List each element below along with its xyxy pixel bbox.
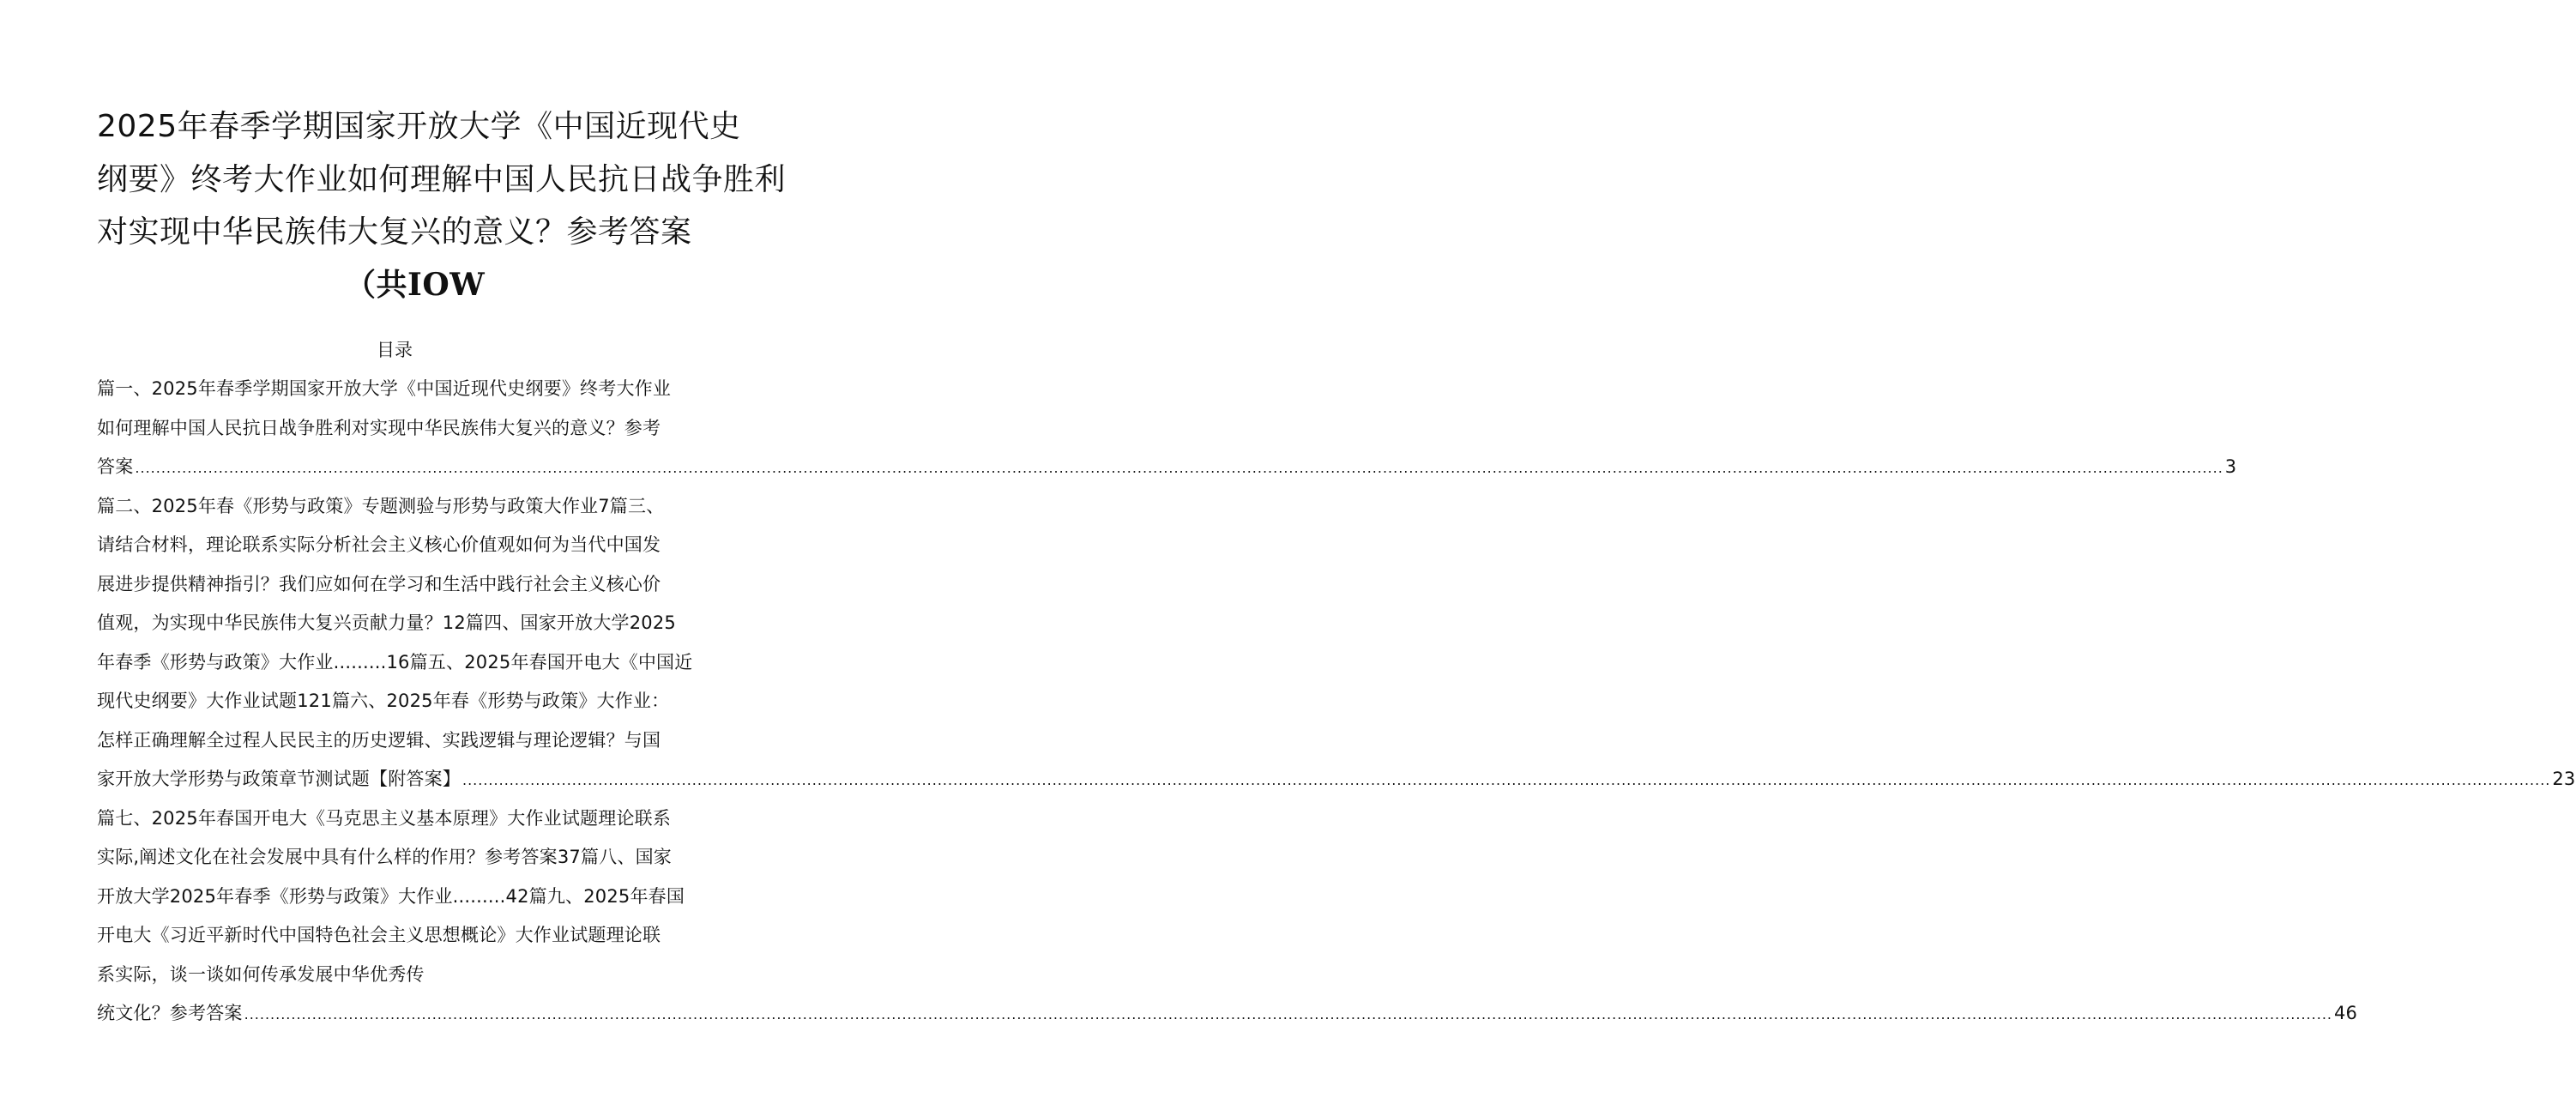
toc-line: 年春季《形势与政策》大作业.........16篇五、2025年春国开电大《中国近: [97, 652, 693, 673]
document-title-line-1: 2025年春季学期国家开放大学《中国近现代史: [97, 109, 741, 144]
toc-line: [97, 766, 2576, 793]
toc-entry-text: 统文化？参考答案: [97, 1003, 243, 1023]
document-title-line-2: 纲要》终考大作业如何理解中国人民抗日战争胜利: [97, 162, 787, 197]
toc-entry-text: 答案: [97, 456, 134, 477]
toc-line: [97, 454, 2237, 481]
toc-line: 篇七、2025年春国开电大《马克思主义基本原理》大作业试题理论联系: [97, 808, 672, 829]
toc-line: 系实际，谈一谈如何传承发展中华优秀传: [97, 964, 425, 985]
toc-dot-leader: ................................................................................................................................................................................................................................................................................................................................................................................................................: [135, 460, 2223, 476]
toc-line: 开电大《习近平新时代中国特色社会主义思想概论》大作业试题理论联: [97, 925, 661, 945]
document-title-line-3: 对实现中华民族伟大复兴的意义？参考答案: [97, 214, 692, 250]
toc-dot-leader: ................................................................................................................................................................................................................................................................................................................................................................................................................: [244, 1006, 2332, 1022]
toc-line: 开放大学2025年春季《形势与政策》大作业.........42篇九、2025年春国: [97, 886, 685, 907]
toc-page-number: 3: [2224, 456, 2237, 477]
toc-entry-text: 家开放大学形势与政策章节测试题【附答案】: [97, 769, 461, 789]
toc-line: 如何理解中国人民抗日战争胜利对实现中华民族伟大复兴的意义？参考: [97, 418, 661, 438]
toc-page-number: 23: [2552, 769, 2576, 789]
toc-line: 怎样正确理解全过程人民民主的历史逻辑、实践逻辑与理论逻辑？与国: [97, 730, 661, 751]
toc-page-number: 46: [2333, 1003, 2358, 1023]
toc-line: 篇一、2025年春季学期国家开放大学《中国近现代史纲要》终考大作业: [97, 378, 672, 399]
toc-heading: 目录: [377, 340, 413, 360]
document-title-line-4: （共IOW: [345, 267, 486, 303]
toc-line: [97, 1000, 2358, 1028]
toc-line: 实际,阐述文化在社会发展中具有什么样的作用？参考答案37篇八、国家: [97, 847, 672, 867]
toc-line: 请结合材料，理论联系实际分析社会主义核心价值观如何为当代中国发: [97, 534, 661, 555]
toc-line: 展进步提供精神指引？我们应如何在学习和生活中践行社会主义核心价: [97, 574, 661, 594]
toc-line: 现代史纲要》大作业试题121篇六、2025年春《形势与政策》大作业：: [97, 691, 670, 711]
toc-line: 值观，为实现中华民族伟大复兴贡献力量？12篇四、国家开放大学2025: [97, 612, 676, 633]
toc-line: 篇二、2025年春《形势与政策》专题测验与形势与政策大作业7篇三、: [97, 496, 665, 516]
toc-dot-leader: ................................................................................................................................................................................................................................................................................................................................................................................................................: [462, 772, 2551, 788]
